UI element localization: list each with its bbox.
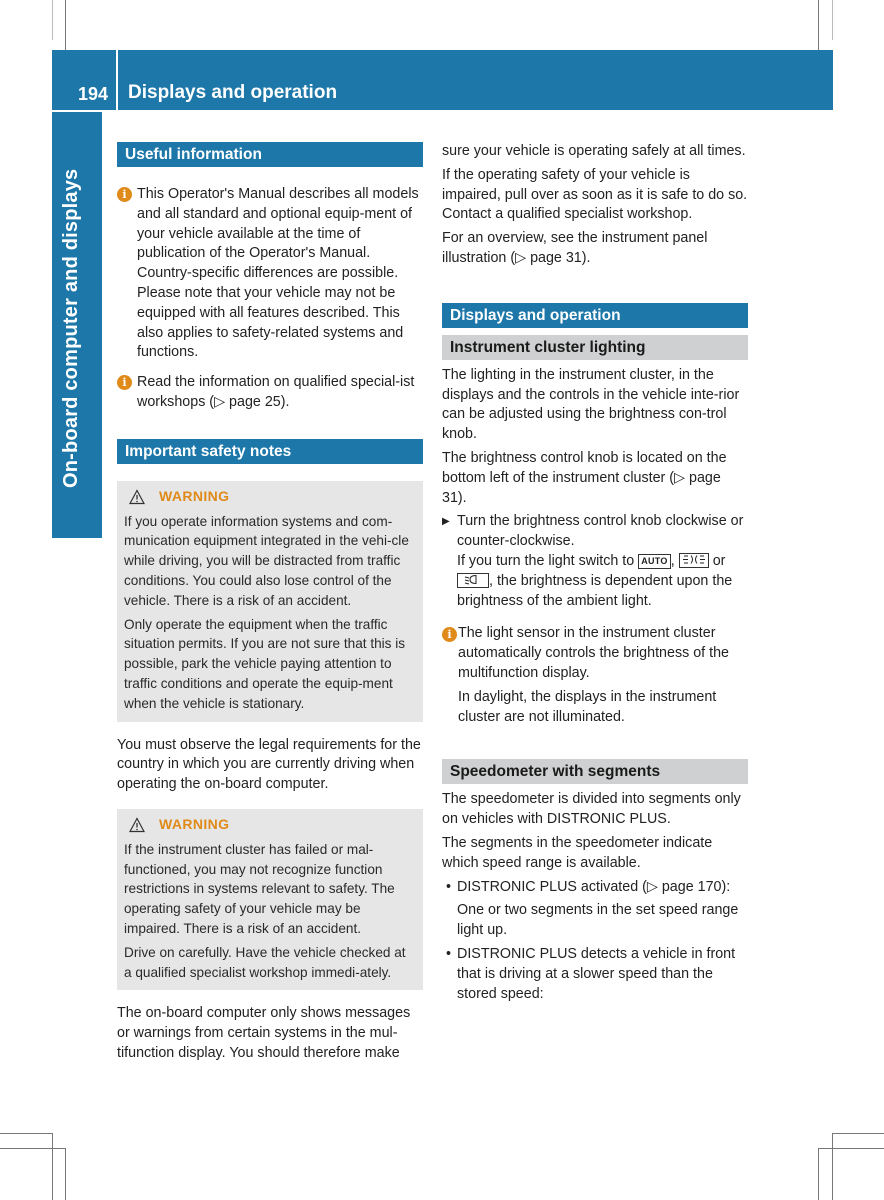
- page-title: Displays and operation: [128, 82, 338, 103]
- bullet-text: DISTRONIC PLUS detects a vehicle in front that is driving at a slower speed than the stored speed:: [457, 945, 736, 1002]
- info-note-text: Read the information on qualified special-ist workshops (▷ page 25).: [137, 374, 415, 410]
- crop-mark: [52, 0, 53, 40]
- step-arrow-icon: ▶: [442, 516, 450, 528]
- info-icon: i: [117, 187, 132, 202]
- bullet-item: [442, 945, 748, 1008]
- bullet-marker: •: [446, 878, 452, 895]
- section-important-safety-notes: Important safety notes: [117, 439, 423, 464]
- body-paragraph: For an overview, see the instrument panel illustration (▷ page 31).: [442, 230, 708, 266]
- info-note-text: The light sensor in the instrument cluster automatically controls the brightness of the multifunction display.: [458, 625, 729, 681]
- right-column: [442, 142, 748, 1008]
- warning-header: [129, 487, 416, 507]
- info-icon: i: [117, 375, 132, 390]
- step-subtext-a: If you turn the light switch to: [457, 552, 635, 569]
- parking-light-icon: [679, 553, 709, 568]
- bullet-subtext: One or two segments in the set speed range light up.: [457, 902, 739, 939]
- info-note: [117, 185, 423, 363]
- body-paragraph: sure your vehicle is operating safely at all times.: [442, 143, 746, 159]
- body-paragraph: You must observe the legal requirements for the country in which you are currently driving when operating the on-board computer.: [117, 736, 421, 793]
- warning-box: [117, 809, 423, 990]
- crop-mark: [818, 0, 819, 50]
- warning-header: [129, 815, 416, 835]
- instruction-step: [442, 512, 748, 611]
- warning-text: If the instrument cluster has failed or mal-functioned, you may not recognize function restrictions in systems relevant to safety. The operating safety of your vehicle may be impaired. There is a risk of an accident.: [124, 841, 395, 936]
- body-paragraph: The segments in the speedometer indicate which speed range is available.: [442, 834, 713, 871]
- warning-text: Drive on carefully. Have the vehicle checked at a qualified specialist workshop immedi-ately.: [124, 944, 406, 980]
- body-paragraph: The speedometer is divided into segments only on vehicles with DISTRONIC PLUS.: [442, 791, 741, 828]
- bullet-marker: •: [446, 945, 452, 962]
- chapter-side-label: On-board computer and displays: [60, 168, 82, 488]
- warning-text: Only operate the equipment when the traffic situation permits. If you are not sure that this is possible, park the vehicle paying attention to traffic conditions and operate the equip-ment when the vehicle is stationary.: [124, 616, 406, 711]
- body-paragraph: The lighting in the instrument cluster, in the displays and the controls in the vehicle inte-rior can be adjusted using the brightness con-trol knob.: [442, 366, 740, 443]
- subsection-speedometer-with-segments: Speedometer with segments: [442, 759, 748, 784]
- bullet-item: [442, 878, 748, 945]
- crop-mark: [52, 1133, 53, 1200]
- crop-mark: [832, 0, 833, 40]
- crop-mark: [832, 1133, 833, 1200]
- warning-box: [117, 481, 423, 722]
- step-subtext-b: , the brightness is dependent upon the brightness of the ambient light.: [457, 572, 733, 609]
- info-note: [442, 624, 748, 731]
- step-subtext-or: or: [712, 552, 726, 569]
- crop-mark: [0, 1148, 66, 1149]
- crop-mark: [832, 1133, 884, 1134]
- crop-mark: [818, 1148, 819, 1200]
- info-note: [117, 373, 423, 413]
- auto-switch-key: AUTO: [638, 554, 671, 569]
- section-displays-and-operation: Displays and operation: [442, 303, 748, 328]
- info-note-text: In daylight, the displays in the instrument cluster are not illuminated.: [458, 688, 717, 725]
- warning-text: If you operate information systems and com-munication equipment integrated in the vehi-cle while driving, you will be distracted from traffic conditions. You could also lose control of the vehicle. There is a risk of an accident.: [124, 513, 409, 608]
- warning-label: WARNING: [159, 487, 230, 504]
- body-paragraph: The on-board computer only shows messages or warnings from certain systems in the mul-tifunction display. You should therefore make: [117, 1005, 411, 1061]
- warning-triangle-icon: [129, 817, 145, 833]
- warning-triangle-icon: [129, 489, 145, 505]
- separator: ,: [670, 552, 675, 569]
- info-icon: i: [442, 627, 457, 642]
- crop-mark: [0, 1133, 52, 1134]
- section-useful-information: Useful information: [117, 142, 423, 167]
- warning-label: WARNING: [159, 815, 230, 832]
- left-column: [117, 142, 423, 1068]
- low-beam-icon: [457, 573, 489, 588]
- body-paragraph: The brightness control knob is located on the bottom left of the instrument cluster (▷ page 31).: [442, 449, 727, 506]
- header-divider: [116, 50, 118, 110]
- step-text: Turn the brightness control knob clockwise or counter-clockwise.: [457, 513, 744, 550]
- crop-mark: [818, 1148, 884, 1149]
- bullet-text: DISTRONIC PLUS activated (▷ page 170):: [457, 878, 731, 895]
- step-subtext: [457, 552, 748, 611]
- crop-mark: [65, 0, 66, 50]
- crop-mark: [65, 1148, 66, 1200]
- info-note-text: This Operator's Manual describes all models and all standard and optional equip-ment of your vehicle available at the time of publication of the Operator's Manual. Country-specific differences are possible. Please note that your vehicle may not be equipped with all features described. This also applies to safety-related systems and functions.: [137, 186, 419, 361]
- body-paragraph: If the operating safety of your vehicle is impaired, pull over as soon as it is safe to do so. Contact a qualified specialist workshop.: [442, 166, 748, 223]
- page-number: 194: [78, 84, 109, 104]
- subsection-instrument-cluster-lighting: Instrument cluster lighting: [442, 335, 748, 360]
